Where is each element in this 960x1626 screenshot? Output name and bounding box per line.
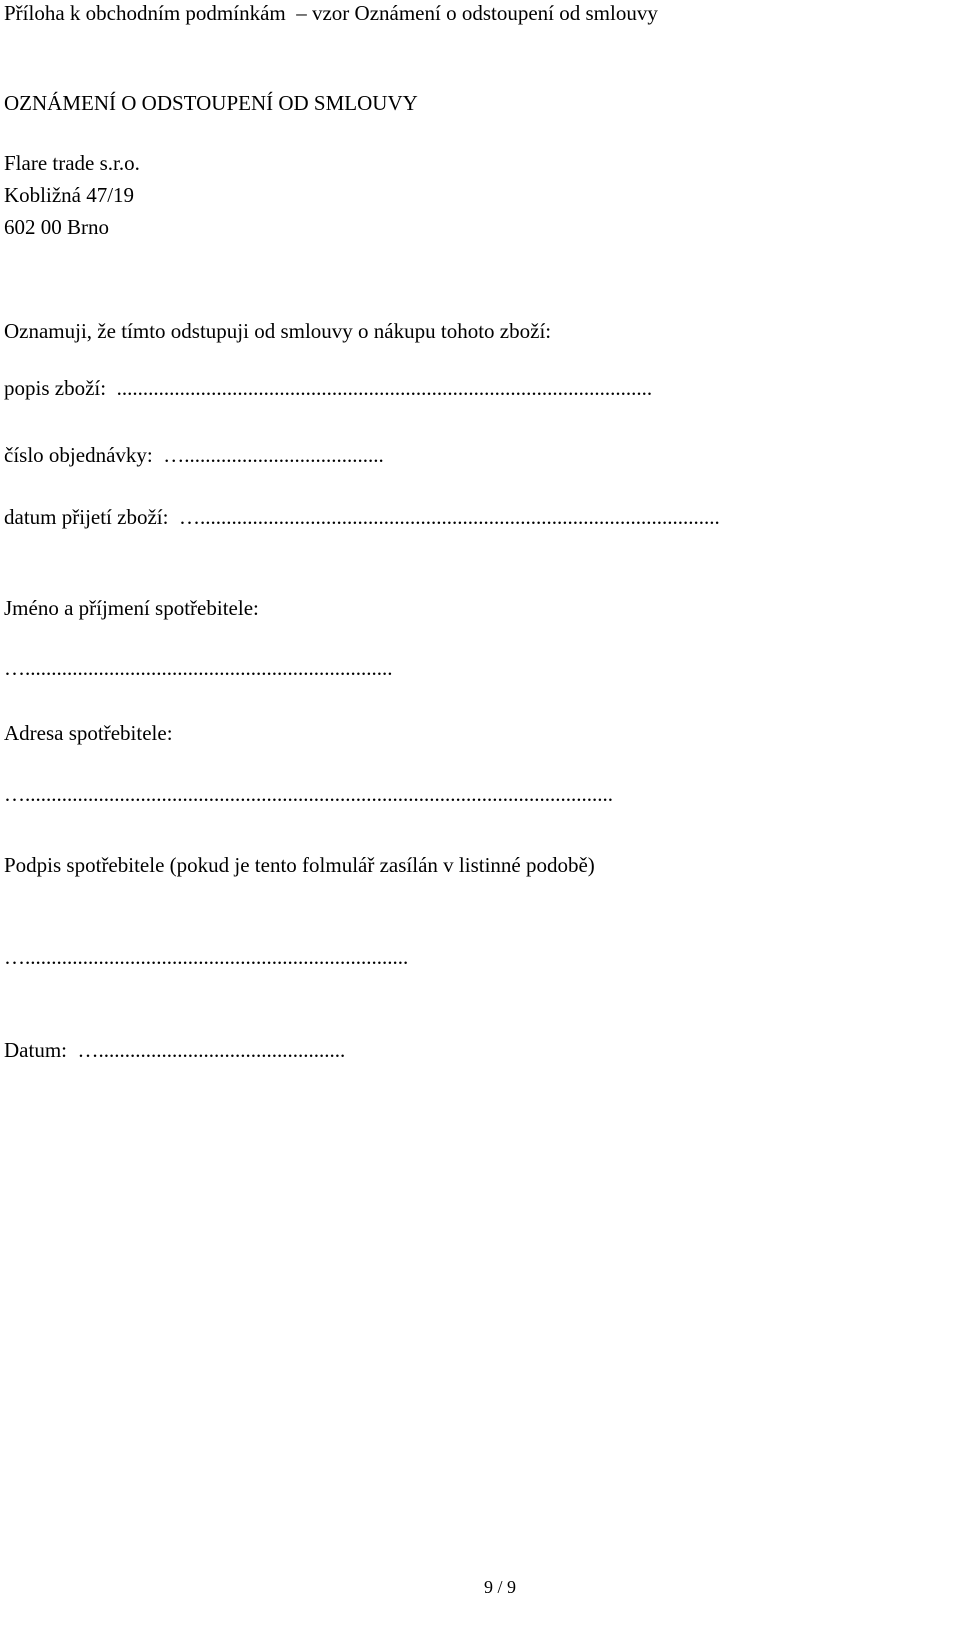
date-received-field: datum přijetí zboží: …................................................................................................... [4,505,720,529]
document-header: Příloha k obchodním podmínkám – vzor Oznámení o odstoupení od smlouvy [4,1,658,25]
page-number: 9 / 9 [483,1577,516,1597]
consumer-name-label: Jméno a příjmení spotřebitele: [4,596,259,620]
withdrawal-notice: Oznamuji, že tímto odstupuji od smlouvy o nákupu tohoto zboží: [4,319,552,343]
signature-blank: …......................................................................... [4,945,409,969]
order-number-field: číslo objednávky: …...................................... [4,443,384,467]
consumer-address-blank: …................................................................................................................ [4,782,613,806]
recipient-street: Kobližná 47/19 [4,183,135,207]
date-field: Datum: …............................................... [4,1038,346,1062]
goods-description-field: popis zboží: ...................................................................................................... [4,376,653,400]
recipient-company: Flare trade s.r.o. [4,151,140,175]
recipient-city: 602 00 Brno [4,215,109,239]
document-title: OZNÁMENÍ O ODSTOUPENÍ OD SMLOUVY [4,91,418,115]
signature-label: Podpis spotřebitele (pokud je tento folmulář zasílán v listinné podobě) [4,853,595,877]
consumer-name-blank: …...................................................................... [4,656,393,680]
consumer-address-label: Adresa spotřebitele: [4,721,173,745]
